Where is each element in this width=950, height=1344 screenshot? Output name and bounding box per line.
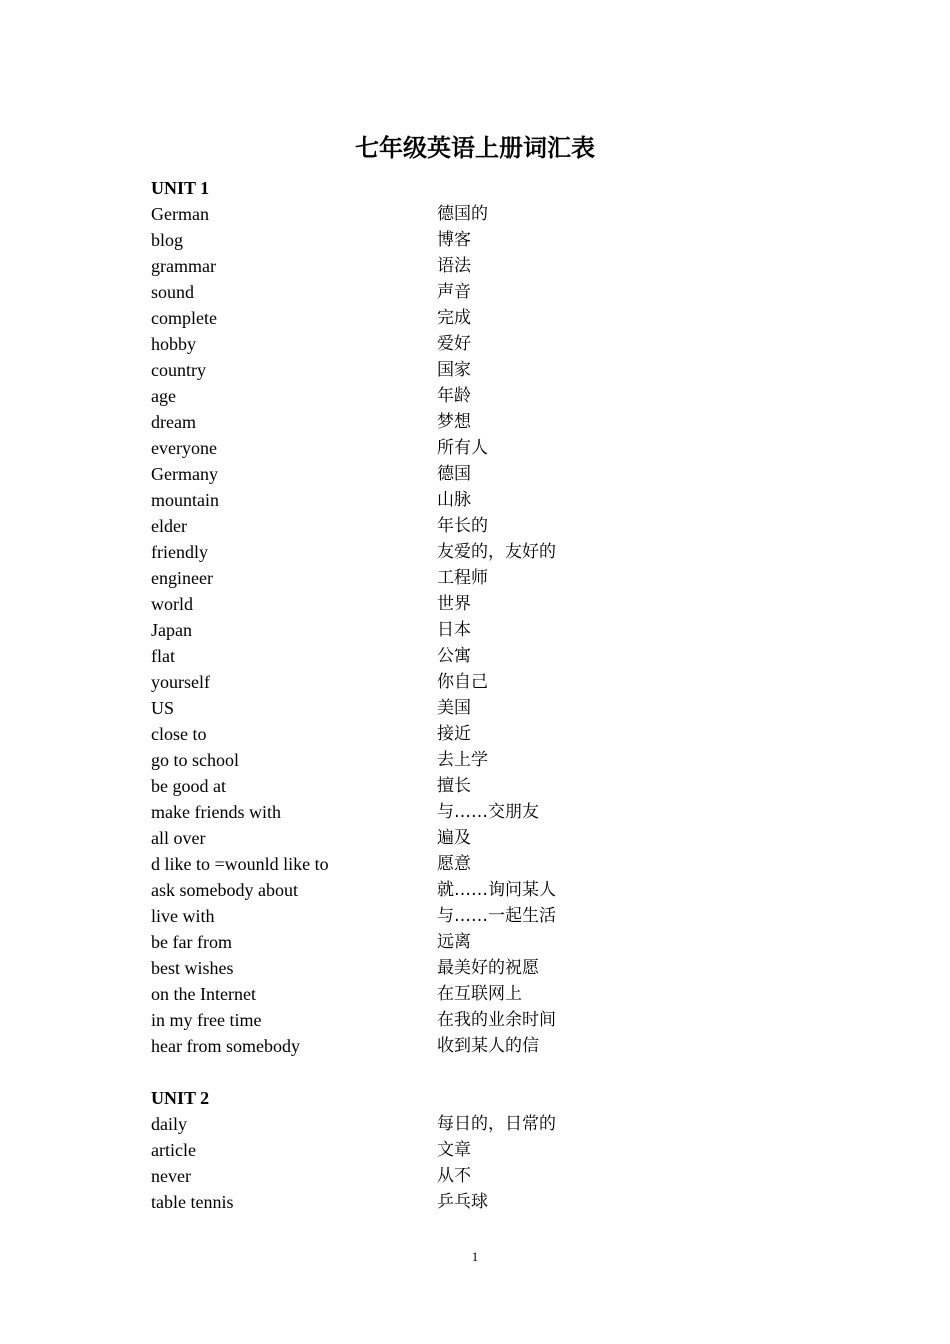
english-term: all over (151, 828, 206, 848)
english-term: ask somebody about (151, 880, 298, 900)
page-number: 1 (471, 1249, 479, 1264)
english-term: close to (151, 724, 207, 744)
vocab-row (151, 1111, 851, 1137)
english-term: d like to =wounld like to (151, 854, 329, 874)
vocab-row (151, 773, 851, 799)
chinese-meaning: 所有人 (437, 438, 488, 458)
vocab-row (151, 487, 851, 513)
english-term: on the Internet (151, 984, 256, 1004)
vocabulary-list (151, 1111, 851, 1215)
chinese-meaning: 远离 (437, 932, 471, 952)
unit-section (151, 175, 851, 1059)
vocab-row (151, 851, 851, 877)
vocab-row (151, 721, 851, 747)
unit-heading: UNIT 2 (151, 1088, 210, 1108)
english-term: complete (151, 308, 217, 328)
vocabulary-list (151, 201, 851, 1059)
chinese-meaning: 最美好的祝愿 (437, 958, 539, 978)
english-term: be good at (151, 776, 226, 796)
english-term: table tennis (151, 1192, 234, 1212)
chinese-meaning: 美国 (437, 698, 471, 718)
english-term: sound (151, 282, 195, 302)
vocab-row (151, 929, 851, 955)
english-term: age (151, 386, 176, 406)
vocab-row (151, 591, 851, 617)
vocab-row (151, 331, 851, 357)
english-term: everyone (151, 438, 217, 458)
vocab-row (151, 695, 851, 721)
chinese-meaning: 年龄 (437, 386, 471, 406)
chinese-meaning: 年长的 (437, 516, 488, 536)
vocab-row (151, 1033, 851, 1059)
chinese-meaning: 收到某人的信 (437, 1036, 539, 1056)
vocab-row (151, 1189, 851, 1215)
chinese-meaning: 去上学 (437, 750, 488, 770)
vocab-row (151, 825, 851, 851)
english-term: mountain (151, 490, 219, 510)
vocab-row (151, 227, 851, 253)
vocab-row (151, 1163, 851, 1189)
chinese-meaning: 德国 (437, 464, 471, 484)
english-term: best wishes (151, 958, 234, 978)
english-term: blog (151, 230, 184, 250)
english-term: German (151, 204, 209, 224)
english-term: Japan (151, 620, 192, 640)
unit-section (151, 1085, 851, 1215)
unit-heading: UNIT 1 (151, 178, 210, 198)
vocab-row (151, 747, 851, 773)
chinese-meaning: 声音 (437, 282, 471, 302)
english-term: hobby (151, 334, 196, 354)
english-term: article (151, 1140, 196, 1160)
english-term: engineer (151, 568, 213, 588)
chinese-meaning: 在我的业余时间 (437, 1010, 556, 1030)
chinese-meaning: 接近 (437, 724, 471, 744)
english-term: never (151, 1166, 191, 1186)
vocab-row (151, 539, 851, 565)
chinese-meaning: 公寓 (437, 646, 471, 666)
chinese-meaning: 友爱的，友好的 (437, 542, 556, 562)
vocab-row (151, 669, 851, 695)
chinese-meaning: 擅长 (437, 776, 471, 796)
english-term: US (151, 698, 175, 718)
chinese-meaning: 梦想 (437, 412, 471, 432)
vocab-row (151, 903, 851, 929)
chinese-meaning: 乒乓球 (437, 1192, 488, 1212)
chinese-meaning: 工程师 (437, 568, 488, 588)
english-term: elder (151, 516, 187, 536)
english-term: yourself (151, 672, 210, 692)
english-term: go to school (151, 750, 239, 770)
english-term: friendly (151, 542, 208, 562)
vocab-row (151, 461, 851, 487)
vocab-row (151, 305, 851, 331)
chinese-meaning: 世界 (437, 594, 471, 614)
english-term: live with (151, 906, 215, 926)
chinese-meaning: 完成 (437, 308, 471, 328)
english-term: be far from (151, 932, 232, 952)
vocab-row (151, 409, 851, 435)
chinese-meaning: 语法 (437, 256, 471, 276)
chinese-meaning: 与……一起生活 (437, 906, 556, 926)
chinese-meaning: 文章 (437, 1140, 471, 1160)
chinese-meaning: 国家 (437, 360, 471, 380)
chinese-meaning: 博客 (437, 230, 471, 250)
vocab-row (151, 877, 851, 903)
english-term: in my free time (151, 1010, 262, 1030)
english-term: dream (151, 412, 196, 432)
english-term: world (151, 594, 193, 614)
vocab-row (151, 643, 851, 669)
chinese-meaning: 从不 (437, 1166, 471, 1186)
chinese-meaning: 爱好 (437, 334, 471, 354)
vocab-row (151, 383, 851, 409)
english-term: daily (151, 1114, 187, 1134)
vocab-row (151, 617, 851, 643)
vocab-row (151, 435, 851, 461)
vocab-row (151, 357, 851, 383)
chinese-meaning: 你自己 (437, 672, 488, 692)
vocab-row (151, 955, 851, 981)
vocab-row (151, 1137, 851, 1163)
vocab-row (151, 201, 851, 227)
chinese-meaning: 与……交朋友 (437, 802, 539, 822)
vocab-row (151, 513, 851, 539)
english-term: make friends with (151, 802, 281, 822)
vocab-row (151, 1007, 851, 1033)
page-title: 七年级英语上册词汇表 (355, 133, 595, 162)
vocab-row (151, 981, 851, 1007)
chinese-meaning: 日本 (437, 620, 471, 640)
vocab-row (151, 279, 851, 305)
vocab-row (151, 253, 851, 279)
chinese-meaning: 愿意 (437, 854, 471, 874)
english-term: grammar (151, 256, 216, 276)
chinese-meaning: 德国的 (437, 204, 488, 224)
english-term: hear from somebody (151, 1036, 300, 1056)
english-term: flat (151, 646, 175, 666)
chinese-meaning: 山脉 (437, 490, 471, 510)
vocab-row (151, 799, 851, 825)
chinese-meaning: 在互联网上 (437, 984, 522, 1004)
vocab-row (151, 565, 851, 591)
english-term: Germany (151, 464, 218, 484)
chinese-meaning: 每日的，日常的 (437, 1114, 556, 1134)
english-term: country (151, 360, 206, 380)
chinese-meaning: 遍及 (437, 828, 471, 848)
chinese-meaning: 就……询问某人 (437, 880, 556, 900)
